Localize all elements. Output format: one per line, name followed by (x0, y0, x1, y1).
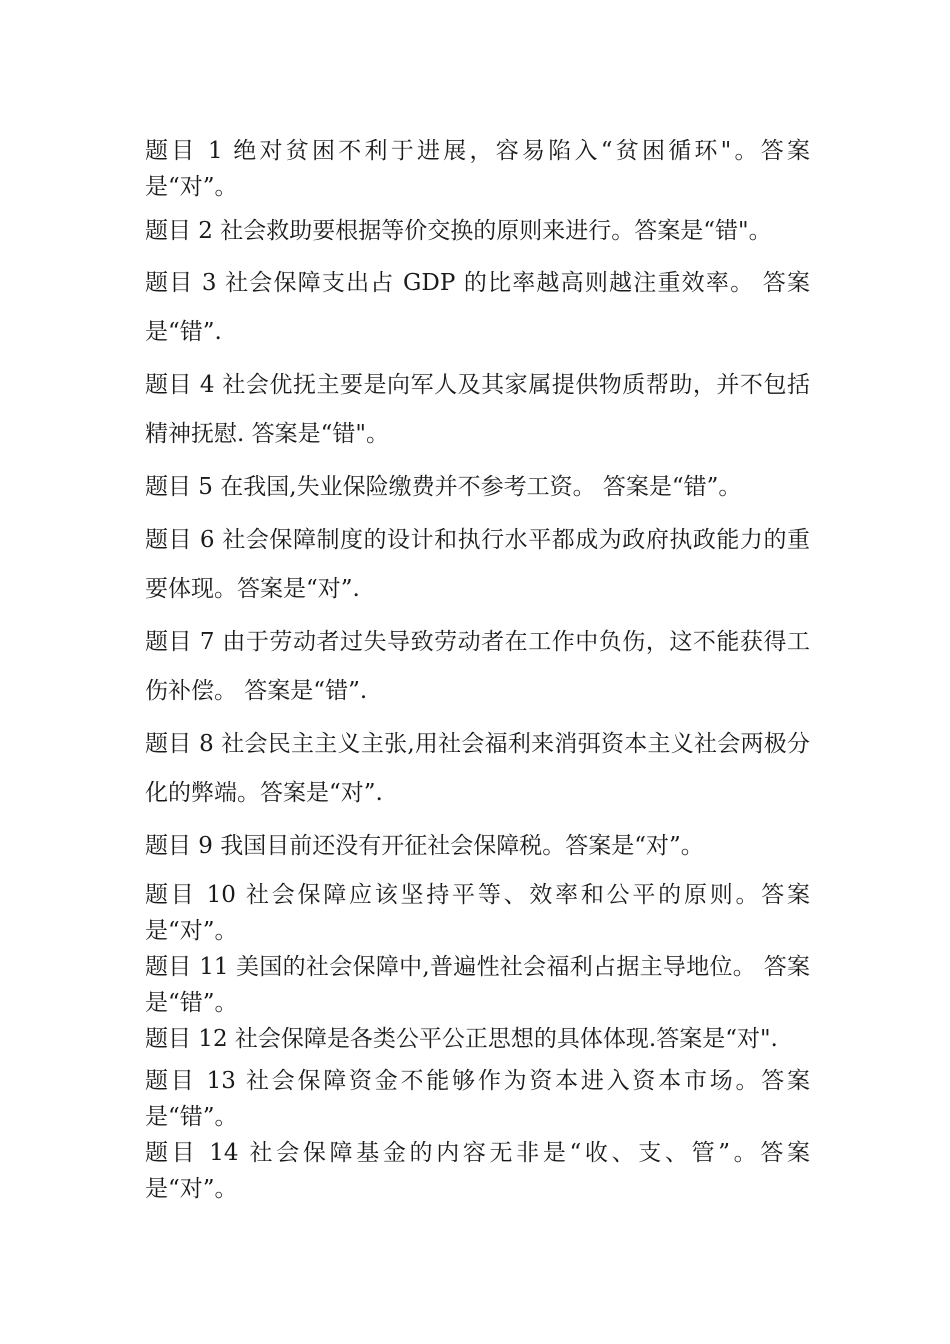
question-7: 题目 7 由于劳动者过失导致劳动者在工作中负伤，这不能获得工伤补偿。 答案是“错”. (145, 629, 810, 704)
question-5: 题目 5 在我国,失业保险缴费并不参考工资。 答案是“错”。 (145, 474, 742, 500)
question-4: 题目 4 社会优抚主要是向军人及其家属提供物质帮助，并不包括精神抚慰. 答案是“错"。 (145, 372, 810, 447)
question-2: 题目 2 社会救助要根据等价交换的原则来进行。答案是“错"。 (145, 218, 772, 244)
question-12: 题目 12 社会保障是各类公平公正思想的具体体现.答案是“对". (145, 1026, 778, 1052)
question-3: 题目 3 社会保障支出占 GDP 的比率越高则越注重效率。 答案是“错”. (145, 270, 810, 345)
question-11: 题目 11 美国的社会保障中,普遍性社会福利占据主导地位。 答案是“错”。 (145, 954, 810, 1016)
question-6: 题目 6 社会保障制度的设计和执行水平都成为政府执政能力的重要体现。答案是“对”. (145, 527, 810, 602)
question-9: 题目 9 我国目前还没有开征社会保障税。答案是“对”。 (145, 833, 704, 859)
question-14: 题目 14 社会保障基金的内容无非是“收、支、管”。答案是“对”。 (145, 1140, 810, 1202)
question-8: 题目 8 社会民主主义主张,用社会福利来消弭资本主义社会两极分化的弊端。答案是“对”. (145, 731, 810, 806)
question-13: 题目 13 社会保障资金不能够作为资本进入资本市场。答案是“错”。 (145, 1068, 810, 1130)
question-list (145, 133, 810, 1207)
question-10: 题目 10 社会保障应该坚持平等、效率和公平的原则。答案是“对”。 (145, 882, 810, 944)
question-1: 题目 1 绝对贫困不利于进展，容易陷入“贫困循环"。答案是“对”。 (145, 138, 810, 200)
